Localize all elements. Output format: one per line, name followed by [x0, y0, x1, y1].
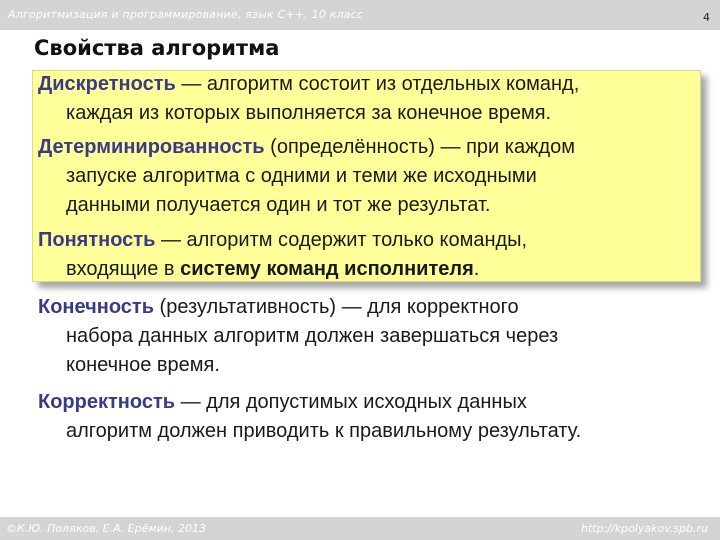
property-definition: — для допустимых исходных данных: [175, 391, 527, 413]
property-correctness: [38, 388, 688, 446]
property-discreteness: [38, 70, 688, 128]
property-definition-continued: каждая из которых выполняется за конечное время.: [66, 102, 552, 124]
website-url: http://kpolyakov.spb.ru: [581, 522, 708, 535]
course-title: Алгоритмизация и программирование, язык C++, 10 класс: [8, 8, 364, 21]
property-definition-continued: конечное время.: [66, 354, 220, 376]
property-term: Дискретность: [38, 73, 176, 95]
executor-command-system: систему команд исполнителя: [180, 258, 474, 280]
property-definition-continued: алгоритм должен приводить к правильному результату.: [66, 420, 582, 442]
property-finiteness: [38, 293, 688, 380]
author-credit: ©К.Ю. Поляков, Е.А. Ерёмин, 2013: [6, 522, 206, 535]
property-definition-continued: данными получается один и тот же результат.: [66, 194, 491, 216]
property-understandability: [38, 226, 688, 284]
property-term: Детерминированность: [38, 136, 265, 158]
property-definition-continued: запуске алгоритма с одними и теми же исходными: [66, 165, 537, 187]
property-determinism: [38, 133, 688, 220]
property-definition: (результативность) — для корректного: [154, 296, 519, 318]
property-definition: — алгоритм состоит из отдельных команд,: [175, 73, 580, 95]
property-definition: (определённость) — при каждом: [264, 136, 575, 158]
slide-title: Свойства алгоритма: [34, 36, 280, 60]
definition-text: входящие в: [66, 258, 181, 280]
footer-bar: [0, 517, 720, 540]
property-definition-continued: [38, 255, 688, 284]
header-bar: [0, 0, 720, 30]
property-term: Понятность: [38, 229, 156, 251]
property-term: Корректность: [38, 391, 176, 413]
property-definition: — алгоритм содержит только команды,: [155, 229, 528, 251]
property-term: Конечность: [38, 296, 154, 318]
definition-text: .: [473, 258, 480, 280]
property-definition-continued: набора данных алгоритм должен завершаться через: [66, 325, 559, 347]
page-number: 4: [703, 11, 710, 24]
